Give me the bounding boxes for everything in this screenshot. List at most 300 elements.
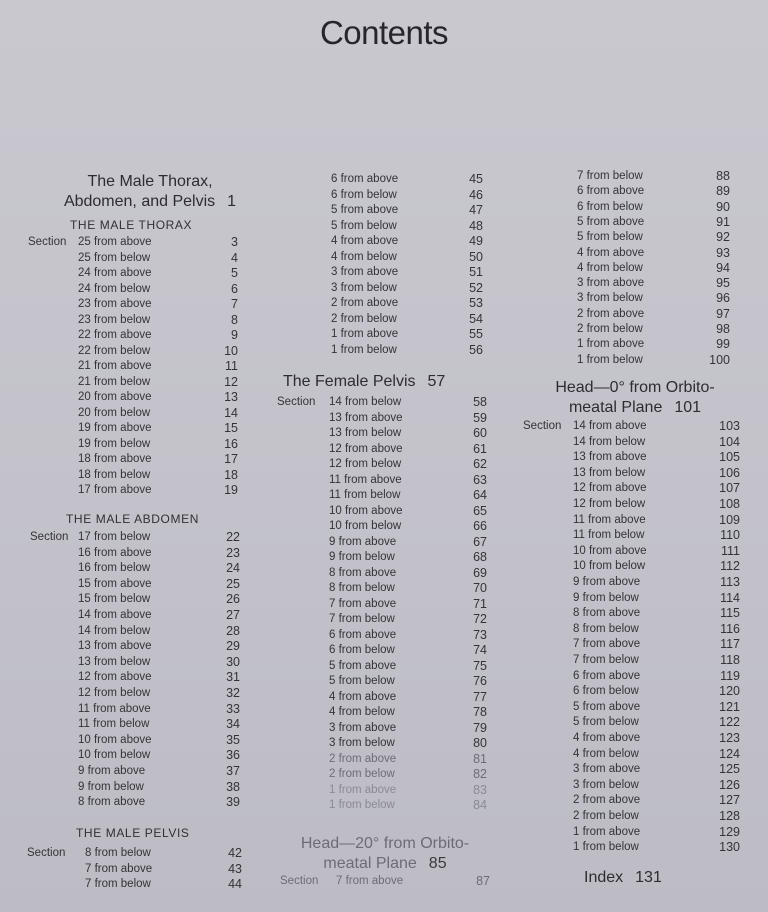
toc-entry-text: 11 from below <box>78 718 150 731</box>
toc-entry-page: 94 <box>716 260 730 275</box>
toc-entry <box>30 747 240 763</box>
toc-entry-page: 28 <box>226 623 240 638</box>
toc-entry <box>277 456 487 472</box>
toc-entry <box>527 168 730 184</box>
toc-entry-text: 2 from below <box>577 323 643 335</box>
toc-entry-text: 13 from above <box>329 411 403 424</box>
toc-entry-page: 91 <box>716 214 730 229</box>
toc-entry-text: 9 from above <box>573 576 641 588</box>
section-heading-thorax: THE MALE THORAX <box>70 218 193 232</box>
toc-entry <box>523 543 740 559</box>
toc-entry-text: 12 from above <box>329 442 403 455</box>
toc-entry-text: 5 from above <box>573 700 641 713</box>
toc-entry <box>527 199 730 215</box>
toc-entry <box>30 794 240 810</box>
toc-entry-text: 14 from above <box>78 609 152 621</box>
toc-entry-page: 103 <box>719 419 740 433</box>
toc-entry <box>523 621 740 637</box>
toc-entry <box>30 716 240 732</box>
toc-entry-page: 8 <box>231 312 238 327</box>
toc-entry-text: 4 from above <box>331 235 399 247</box>
toc-entry-section-label: Section <box>30 531 69 543</box>
toc-entry-text: 9 from below <box>573 591 639 604</box>
toc-entry <box>523 480 740 496</box>
toc-entry-page: 9 <box>231 328 238 342</box>
toc-entry-page: 78 <box>473 705 487 719</box>
toc-entry <box>523 574 740 590</box>
toc-entry-page: 127 <box>719 793 740 808</box>
toc-entry-text: 5 from below <box>331 219 397 232</box>
toc-entry-text: 7 from above <box>573 638 641 651</box>
toc-entry <box>283 171 483 187</box>
toc-entry-page: 33 <box>226 701 240 716</box>
toc-entry <box>523 792 740 808</box>
part-heading-female-title: The Female Pelvis <box>283 373 416 390</box>
toc-entry-text: 6 from above <box>331 173 399 185</box>
toc-entry-page: 82 <box>473 767 487 781</box>
toc-entry-text: 3 from above <box>577 277 645 290</box>
toc-entry-page: 74 <box>473 643 487 657</box>
toc-entry-text: 5 from below <box>577 231 643 244</box>
toc-entry-page: 32 <box>226 686 240 700</box>
toc-entry-text: 12 from below <box>329 458 402 470</box>
toc-entry-text: 3 from below <box>573 778 639 791</box>
toc-entry <box>527 352 730 368</box>
toc-entry-page: 90 <box>716 199 730 214</box>
toc-entry-section-label: Section <box>277 396 316 408</box>
toc-entry <box>28 405 238 421</box>
toc-entry-text: 22 from above <box>78 329 152 341</box>
toc-entry-page: 128 <box>719 809 740 823</box>
toc-entry <box>30 545 240 561</box>
toc-entry-page: 121 <box>719 699 740 714</box>
toc-entry-page: 67 <box>473 534 487 549</box>
toc-entry-page: 43 <box>228 861 242 876</box>
toc-entry-page: 108 <box>719 497 740 511</box>
toc-entry-text: 19 from below <box>78 437 151 450</box>
page-title: Contents <box>319 14 449 51</box>
toc-entry <box>527 245 730 261</box>
toc-entry-text: 11 from below <box>573 529 645 542</box>
toc-entry <box>527 336 730 352</box>
toc-entry <box>277 658 487 674</box>
toc-entry-page: 97 <box>716 306 730 321</box>
toc-entry-page: 93 <box>716 245 730 260</box>
toc-entry <box>277 611 487 627</box>
toc-entry-page: 120 <box>719 684 740 699</box>
toc-entry-page: 50 <box>469 249 483 264</box>
toc-entry-page: 100 <box>709 352 730 367</box>
toc-entry-text: 1 from below <box>577 353 643 366</box>
toc-entry-section-label: Section <box>27 847 66 859</box>
toc-entry-page: 122 <box>719 715 740 730</box>
toc-entry-text: 21 from above <box>78 360 152 372</box>
toc-entry-text: 13 from below <box>329 427 402 439</box>
part-heading-male <box>40 172 260 212</box>
toc-entry-text: 14 from below <box>329 396 402 408</box>
toc-entry <box>27 876 242 892</box>
toc-entry <box>277 704 487 720</box>
toc-entry-page: 5 <box>231 266 238 280</box>
toc-entry-text: 16 from above <box>78 546 152 559</box>
toc-entry-page: 125 <box>719 762 740 777</box>
toc-entry <box>523 512 740 528</box>
toc-entry-text: 3 from above <box>331 266 399 278</box>
toc-entry-text: 7 from below <box>85 878 151 890</box>
toc-entry <box>283 187 483 203</box>
toc-entry-text: 3 from below <box>577 292 643 305</box>
toc-entry-text: 25 from above <box>78 236 152 248</box>
toc-entry-text: 8 from below <box>329 582 395 594</box>
toc-entry-page: 64 <box>473 488 487 502</box>
toc-entry-page: 104 <box>719 434 740 449</box>
toc-entry <box>277 394 487 410</box>
toc-entry <box>283 202 483 218</box>
toc-entry-page: 111 <box>720 543 740 558</box>
toc-entry <box>277 735 487 751</box>
toc-entry-page: 124 <box>719 746 740 761</box>
toc-entry <box>523 824 740 840</box>
toc-entry-page: 96 <box>716 291 730 306</box>
part-heading-head0-line2 <box>520 398 750 418</box>
toc-entry-text: 7 from below <box>573 654 639 666</box>
toc-entry-text: 17 from below <box>78 531 151 543</box>
toc-entry <box>277 782 487 798</box>
toc-entry-text: 5 from above <box>329 659 397 672</box>
toc-entry <box>523 465 740 481</box>
toc-entry-section-label: Section <box>28 236 67 248</box>
toc-entry-section-label: Section <box>280 875 319 887</box>
toc-entry-text: 1 from below <box>573 841 639 854</box>
toc-entry-text: 6 from below <box>573 685 639 698</box>
toc-entry-text: 10 from below <box>573 560 646 573</box>
toc-entry-text: 8 from below <box>573 622 639 635</box>
toc-entry <box>527 290 730 306</box>
toc-entry-text: 23 from below <box>78 313 151 326</box>
toc-entry <box>277 673 487 689</box>
toc-entry-text: 13 from above <box>78 640 152 653</box>
toc-entry-page: 117 <box>720 637 740 652</box>
toc-entry-text: 19 from above <box>78 422 152 434</box>
toc-entry-page: 72 <box>473 612 487 626</box>
toc-entry-text: 2 from above <box>573 794 641 807</box>
toc-entry-text: 4 from below <box>577 261 643 274</box>
toc-entry-page: 56 <box>469 342 483 357</box>
toc-entry <box>523 714 740 730</box>
toc-entry-page: 88 <box>716 169 730 183</box>
toc-entry-text: 17 from above <box>78 484 152 496</box>
toc-entry <box>283 295 483 311</box>
toc-entry-page: 10 <box>224 343 238 358</box>
toc-entry-page: 70 <box>473 581 487 595</box>
toc-entry <box>523 636 740 652</box>
toc-entry-page: 84 <box>473 798 487 812</box>
toc-entry-page: 106 <box>719 465 740 480</box>
toc-entry <box>283 326 483 342</box>
toc-entry <box>277 534 487 550</box>
toc-entry <box>523 434 740 450</box>
part-heading-line2 <box>40 192 260 212</box>
toc-entry-page: 89 <box>716 184 730 199</box>
toc-entry <box>277 751 487 767</box>
toc-entry-page: 126 <box>719 777 740 792</box>
section-heading-abdomen: THE MALE ABDOMEN <box>66 512 199 526</box>
toc-entry-page: 65 <box>473 503 487 518</box>
toc-entry-text: 11 from above <box>329 473 402 486</box>
part-heading-head0-page: 101 <box>674 399 702 416</box>
toc-entry-page: 118 <box>720 653 740 667</box>
toc-entry <box>277 565 487 581</box>
toc-entry <box>277 472 487 488</box>
toc-entry-text: 1 from above <box>329 783 397 796</box>
toc-entry <box>523 777 740 793</box>
toc-entry-text: 2 from below <box>329 768 395 780</box>
toc-entry-section-label: Section <box>523 420 562 432</box>
toc-entry-page: 31 <box>226 670 240 685</box>
toc-entry <box>277 410 487 426</box>
toc-entry <box>523 496 740 512</box>
toc-entry <box>30 638 240 654</box>
toc-entry-page: 55 <box>469 327 483 341</box>
toc-entry-text: 4 from below <box>331 250 397 263</box>
toc-entry-text: 7 from below <box>577 170 643 182</box>
toc-entry-text: 9 from above <box>329 535 397 548</box>
toc-entry <box>527 229 730 245</box>
part-heading-head20 <box>270 834 500 874</box>
toc-entry-text: 3 from below <box>329 737 395 749</box>
toc-entry-text: 18 from below <box>78 468 151 481</box>
toc-entry <box>523 590 740 606</box>
part-heading-head0-line1: Head—0° from Orbito- <box>555 379 715 396</box>
part-heading-head20-line2 <box>270 854 500 874</box>
toc-entry <box>28 296 238 312</box>
toc-entry-page: 45 <box>469 172 483 186</box>
toc-entry-text: 4 from above <box>329 690 397 703</box>
toc-entry <box>283 218 483 234</box>
toc-entry <box>277 596 487 612</box>
toc-entry-page: 62 <box>473 457 487 471</box>
toc-entry-page: 110 <box>720 528 740 543</box>
toc-entry-page: 52 <box>469 280 483 295</box>
toc-entry <box>30 669 240 685</box>
toc-entry-text: 1 from above <box>577 338 645 351</box>
toc-entry-text: 21 from below <box>78 375 151 388</box>
toc-entry-page: 12 <box>224 374 238 389</box>
toc-entry-text: 16 from below <box>78 562 151 575</box>
toc-entry <box>28 250 238 266</box>
toc-entry <box>30 779 240 795</box>
toc-entry <box>277 642 487 658</box>
part-heading-head0-line2-text: meatal Plane <box>568 399 663 416</box>
toc-entry <box>283 280 483 296</box>
toc-entry-text: 4 from below <box>329 706 395 718</box>
toc-entry-text: 14 from below <box>573 435 646 448</box>
toc-entry <box>30 654 240 670</box>
toc-entry <box>28 281 238 297</box>
toc-entry-text: 22 from below <box>78 344 151 357</box>
toc-entry-text: 6 from above <box>573 669 641 682</box>
part-heading-female <box>283 372 445 392</box>
part-heading-line2-text: Abdomen, and Pelvis <box>63 193 216 210</box>
toc-entry-text: 18 from above <box>78 453 152 465</box>
toc-entry-page: 60 <box>473 426 487 440</box>
toc-entry-text: 7 from above <box>329 597 397 610</box>
toc-entry <box>523 683 740 699</box>
toc-entry-page: 11 <box>225 359 238 373</box>
toc-entry-page: 34 <box>226 717 240 732</box>
toc-entry-text: 10 from above <box>573 544 647 557</box>
toc-entry <box>28 343 238 359</box>
toc-entry-text: 6 from below <box>331 188 397 201</box>
toc-entry-page: 113 <box>720 575 740 589</box>
toc-entry-page: 107 <box>719 481 740 496</box>
toc-entry-page: 39 <box>226 795 240 810</box>
toc-entry <box>28 265 238 281</box>
toc-entry-page: 15 <box>224 421 238 435</box>
toc-entry-page: 44 <box>228 877 242 891</box>
toc-entry-text: 9 from below <box>329 551 395 563</box>
toc-entry <box>277 797 487 813</box>
toc-entry-text: 9 from above <box>78 765 146 777</box>
toc-entry <box>523 418 740 434</box>
toc-entry <box>523 808 740 824</box>
toc-entry-page: 58 <box>473 395 487 409</box>
toc-entry <box>277 549 487 565</box>
toc-entry <box>277 503 487 519</box>
toc-entry <box>27 861 242 877</box>
toc-entry <box>30 732 240 748</box>
toc-entry-text: 3 from above <box>573 763 641 776</box>
index-entry <box>584 869 662 887</box>
toc-entry-page: 51 <box>469 265 483 279</box>
toc-entry-text: 4 from above <box>573 732 641 744</box>
toc-entry-text: 15 from above <box>78 577 152 590</box>
toc-entry-text: 5 from below <box>329 675 395 687</box>
toc-entry <box>277 518 487 534</box>
toc-entry <box>523 449 740 465</box>
toc-entry-page: 27 <box>226 608 240 622</box>
toc-entry-page: 61 <box>473 441 487 456</box>
toc-entry-text: 13 from above <box>573 451 647 464</box>
toc-entry <box>30 701 240 717</box>
toc-entry-text: 1 from below <box>329 799 395 811</box>
toc-entry-page: 24 <box>226 561 240 576</box>
toc-entry-text: 5 from above <box>331 204 399 216</box>
toc-entry-text: 14 from below <box>78 624 151 637</box>
toc-entry-page: 73 <box>473 627 487 642</box>
toc-entry <box>283 342 483 358</box>
toc-entry-text: 8 from above <box>573 607 641 620</box>
toc-entry <box>523 699 740 715</box>
toc-entry-text: 1 from above <box>573 825 641 838</box>
toc-entry-text: 3 from above <box>329 721 397 734</box>
part-heading-female-page: 57 <box>427 373 446 390</box>
toc-entry <box>30 576 240 592</box>
toc-entry-text: 7 from above <box>336 875 404 887</box>
toc-entry <box>523 558 740 574</box>
toc-entry <box>30 591 240 607</box>
part-heading-head20-line2-text: meatal Plane <box>323 855 417 872</box>
toc-entry-text: 12 from below <box>78 687 151 699</box>
toc-entry-page: 81 <box>473 751 487 766</box>
toc-entry-text: 6 from below <box>329 644 395 656</box>
toc-entry <box>527 275 730 291</box>
toc-entry-page: 59 <box>473 410 487 425</box>
toc-entry <box>527 214 730 230</box>
toc-entry-page: 63 <box>473 472 487 487</box>
toc-entry <box>28 389 238 405</box>
toc-entry-page: 92 <box>716 230 730 245</box>
toc-entry-page: 3 <box>231 235 238 249</box>
toc-entry <box>277 580 487 596</box>
toc-entry-page: 22 <box>226 530 240 544</box>
toc-entry-page: 23 <box>226 545 240 560</box>
toc-entry-text: 10 from below <box>78 749 151 762</box>
toc-entry-text: 6 from above <box>577 185 645 198</box>
toc-entry-page: 95 <box>716 276 730 291</box>
toc-entry-page: 6 <box>231 281 238 296</box>
part-heading-head0 <box>520 378 750 418</box>
toc-entry-page: 29 <box>226 639 240 654</box>
toc-entry <box>30 763 240 779</box>
toc-entry-page: 47 <box>469 203 483 217</box>
toc-entry-text: 2 from above <box>329 752 397 765</box>
toc-entry-page: 35 <box>226 732 240 747</box>
toc-entry-page: 49 <box>469 234 483 248</box>
toc-entry-text: 5 from below <box>573 716 639 729</box>
index-page: 131 <box>635 869 662 886</box>
toc-entry-page: 38 <box>226 779 240 794</box>
toc-entry <box>523 746 740 762</box>
toc-entry-page: 105 <box>719 450 740 465</box>
toc-entry-page: 4 <box>231 250 238 265</box>
toc-entry-text: 13 from below <box>78 655 151 668</box>
toc-entry-page: 68 <box>473 550 487 564</box>
toc-entry-page: 130 <box>719 840 740 855</box>
toc-entry <box>28 467 238 483</box>
toc-entry-text: 7 from below <box>329 613 395 625</box>
toc-entry <box>27 845 242 861</box>
toc-entry <box>30 607 240 623</box>
toc-entry <box>277 425 487 441</box>
toc-entry <box>277 766 487 782</box>
toc-entry-page: 112 <box>720 559 740 574</box>
toc-entry-text: 14 from above <box>573 420 647 432</box>
toc-entry-text: 24 from below <box>78 282 151 295</box>
toc-entry <box>523 839 740 855</box>
part-heading-head20-page: 85 <box>428 855 447 872</box>
toc-entry-page: 30 <box>226 654 240 669</box>
toc-entry <box>30 529 240 545</box>
part-heading-head20-line1: Head—20° from Orbito- <box>300 835 470 852</box>
toc-entry-page: 109 <box>719 512 740 527</box>
toc-entry-page: 69 <box>473 565 487 580</box>
toc-entry <box>28 234 238 250</box>
toc-entry-text: 8 from below <box>85 847 151 859</box>
toc-entry <box>283 249 483 265</box>
toc-entry <box>28 312 238 328</box>
toc-entry-text: 1 from below <box>331 343 397 356</box>
toc-entry-text: 9 from below <box>78 780 144 793</box>
toc-entry-text: 2 from below <box>331 312 397 325</box>
toc-entry-text: 2 from above <box>331 297 399 309</box>
toc-entry <box>283 311 483 327</box>
toc-entry <box>277 689 487 705</box>
toc-entry-text: 8 from above <box>78 796 146 809</box>
toc-entry <box>283 264 483 280</box>
toc-entry-text: 20 from below <box>78 406 151 419</box>
toc-entry-text: 20 from above <box>78 391 152 403</box>
